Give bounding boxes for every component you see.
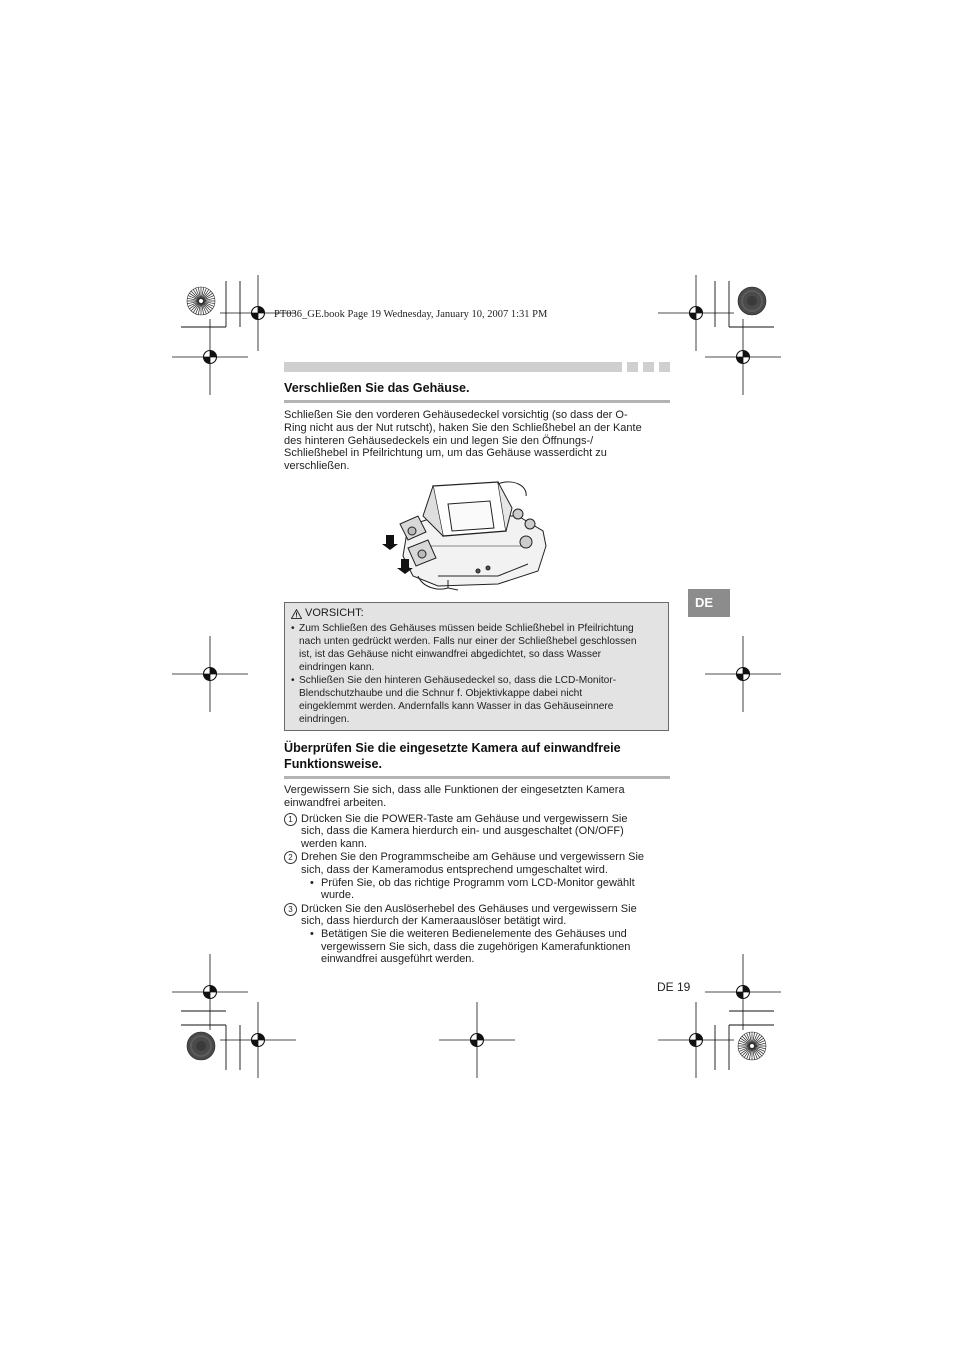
body-line: Schließhebel in Pfeilrichtung um, um das Gehäuse wasserdicht zu: [284, 447, 607, 460]
header-square: [643, 362, 654, 372]
registration-mark-icon: [705, 319, 781, 395]
header-square: [627, 362, 638, 372]
color-target-icon: [187, 287, 215, 315]
caution-line: eingeklemmt werden. Andernfalls kann Wasser in das Gehäuseinnere: [299, 701, 614, 712]
body-line: verschließen.: [284, 460, 350, 473]
caution-line: eindringen kann.: [299, 662, 375, 673]
sub-line: • Prüfen Sie, ob das richtige Programm vom LCD-Monitor gewählt: [321, 876, 635, 889]
section-heading: Verschließen Sie das Gehäuse.: [284, 381, 470, 395]
section-intro: [284, 784, 670, 810]
registration-mark-icon: [705, 954, 781, 1030]
step-line: sich, dass der Kameramodus entsprechend umgeschaltet wird.: [301, 863, 608, 876]
section-heading: [284, 740, 670, 772]
step-subitem: [307, 877, 670, 902]
step-number: 3: [284, 903, 297, 916]
section-rule: [284, 776, 670, 779]
color-target-icon: [738, 287, 766, 315]
step-subitem: [307, 928, 670, 966]
color-target-icon: [187, 1032, 215, 1060]
sub-line: wurde.: [321, 889, 355, 902]
housing-illustration: [378, 476, 550, 596]
registration-mark-icon: [172, 636, 248, 712]
registration-mark-icon: [172, 954, 248, 1030]
header-bar: [284, 362, 622, 372]
caution-line: Blendschutzhaube und die Schnur f. Objektivkappe dabei nicht: [299, 688, 583, 699]
registration-mark-icon: [439, 1002, 515, 1078]
caution-title-text: VORSICHT:: [305, 607, 364, 619]
body-line: Schließen Sie den vorderen Gehäusedeckel vorsichtig (so dass der O-: [284, 409, 628, 421]
caution-box: [284, 602, 669, 731]
caution-line: ist, ist das Gehäuse nicht einwandfrei abgedichtet, so dass Wasser: [299, 649, 602, 660]
color-target-icon: [738, 1032, 766, 1060]
registration-mark-icon: [658, 1002, 734, 1078]
page-number: DE 19: [657, 980, 691, 994]
step-number: 2: [284, 851, 297, 864]
caution-item: [291, 674, 663, 726]
caution-list: [291, 622, 663, 726]
body-line: Ring nicht aus der Nut rutscht), haken Sie den Schließhebel an der Kante: [284, 421, 642, 434]
header-square: [659, 362, 670, 372]
registration-mark-icon: [705, 636, 781, 712]
sub-line: • Betätigen Sie die weiteren Bedienelemente des Gehäuses und: [321, 927, 627, 940]
caution-item: [291, 622, 663, 674]
sub-line: einwandfrei ausgeführt werden.: [321, 953, 475, 966]
step-line: sich, dass die Kamera hierdurch ein- und ausgeschaltet (ON/OFF): [301, 825, 624, 838]
caution-line: eindringen.: [299, 714, 350, 725]
step-line: Drücken Sie den Auslöserhebel des Gehäuses und vergewissern Sie: [301, 902, 637, 915]
registration-mark-icon: [658, 275, 734, 351]
step-number: 1: [284, 813, 297, 826]
section-check-camera: [284, 740, 670, 967]
print-stamp: PT036_GE.book Page 19 Wednesday, January 10, 2007 1:31 PM: [274, 309, 548, 320]
registration-mark-icon: [172, 319, 248, 395]
caution-line: • Schließen Sie den hinteren Gehäusedeckel so, dass die LCD-Monitor-: [299, 675, 617, 686]
caution-line: • Zum Schließen des Gehäuses müssen beide Schließhebel in Pfeilrichtung: [299, 623, 634, 634]
sub-line: vergewissern Sie sich, dass die zugehörigen Kamerafunktionen: [321, 940, 631, 953]
step-item: [284, 851, 670, 901]
step-list: [284, 813, 670, 966]
language-tab: DE: [688, 589, 730, 617]
step-item: [284, 813, 670, 851]
section-body: [284, 409, 670, 473]
step-line: Drücken Sie die POWER-Taste am Gehäuse und vergewissern Sie: [301, 812, 628, 825]
body-line: des hinteren Gehäusedeckels ein und legen Sie den Öffnungs-/: [284, 434, 594, 447]
registration-mark-icon: [220, 1002, 296, 1078]
step-line: werden kann.: [301, 837, 368, 850]
section-close-housing: [284, 380, 670, 473]
body-line: einwandfrei arbeiten.: [284, 796, 387, 809]
section-rule: [284, 400, 670, 403]
step-line: Drehen Sie den Programmscheibe am Gehäuse und vergewissern Sie: [301, 851, 645, 864]
warning-triangle-icon: [291, 609, 302, 619]
step-item: [284, 903, 670, 966]
heading-line: Überprüfen Sie die eingesetzte Kamera auf einwandfreie: [284, 741, 621, 755]
caution-title: [291, 607, 663, 620]
step-line: sich, dass hierdurch der Kameraauslöser betätigt wird.: [301, 915, 567, 928]
heading-line: Funktionsweise.: [284, 757, 382, 771]
caution-line: nach unten gedrückt werden. Falls nur einer der Schließhebel geschlossen: [299, 636, 637, 647]
body-line: Vergewissern Sie sich, dass alle Funktionen der eingesetzten Kamera: [284, 784, 625, 796]
